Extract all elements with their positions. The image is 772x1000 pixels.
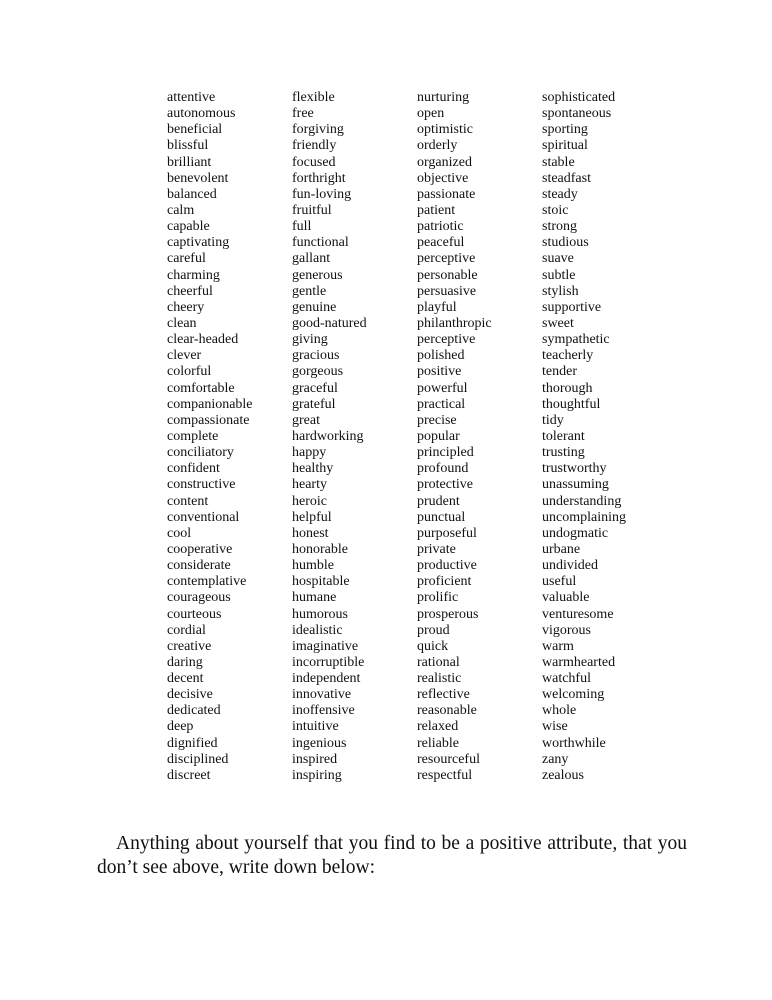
attribute-word: whole	[542, 703, 577, 719]
attribute-word: punctual	[417, 509, 466, 525]
attribute-word: sophisticated	[542, 90, 616, 105]
attribute-word: genuine	[292, 299, 337, 315]
attribute-word: cheery	[167, 299, 205, 315]
attribute-word: heroic	[292, 493, 327, 509]
attribute-word: stoic	[542, 202, 569, 218]
attribute-word: hearty	[292, 477, 327, 493]
attribute-word: prudent	[417, 493, 460, 509]
attribute-word: imaginative	[292, 638, 359, 654]
attribute-word: realistic	[417, 671, 462, 687]
attribute-word: rational	[417, 654, 460, 670]
attribute-word: sympathetic	[542, 332, 610, 348]
word-column-3	[417, 90, 542, 784]
attribute-word: useful	[542, 574, 577, 590]
attribute-word: focused	[292, 154, 336, 170]
attribute-word: warmhearted	[542, 654, 616, 670]
attribute-word: undogmatic	[542, 525, 609, 541]
attribute-word: quick	[417, 638, 449, 654]
attribute-word: prosperous	[417, 606, 479, 622]
attribute-word: companionable	[167, 396, 253, 412]
attribute-word: idealistic	[292, 622, 343, 638]
attribute-word: playful	[417, 299, 457, 315]
attribute-word: polished	[417, 348, 465, 364]
attribute-word: courteous	[167, 606, 222, 622]
attribute-word: constructive	[167, 477, 236, 493]
attribute-word: optimistic	[417, 122, 473, 138]
attribute-word: passionate	[417, 186, 476, 202]
attribute-word: comfortable	[167, 380, 235, 396]
attribute-word: perceptive	[417, 332, 476, 348]
attribute-word: nurturing	[417, 90, 470, 105]
instruction-paragraph: Anything about yourself that you find to be a positive attribute, that you don’t see above, write down below:	[97, 833, 687, 878]
attribute-word: subtle	[542, 267, 576, 283]
attribute-word: stable	[542, 154, 575, 170]
attribute-word: trusting	[542, 445, 585, 461]
attribute-word: content	[167, 493, 209, 509]
attribute-word: intuitive	[292, 719, 339, 735]
attribute-word: discreet	[167, 767, 211, 783]
attribute-word: honorable	[292, 541, 348, 557]
attribute-word: urbane	[542, 541, 581, 557]
attribute-word: forthright	[292, 170, 346, 186]
attribute-word: spiritual	[542, 138, 588, 154]
attribute-word: graceful	[292, 380, 338, 396]
attribute-word: thoughtful	[542, 396, 601, 412]
attribute-word: zany	[542, 751, 569, 767]
word-column-4	[542, 90, 667, 784]
attribute-word: confident	[167, 461, 220, 477]
attribute-word: decent	[167, 671, 204, 687]
attribute-word: attentive	[167, 90, 216, 105]
attribute-word: helpful	[292, 509, 332, 525]
attribute-word: benevolent	[167, 170, 229, 186]
attribute-word: hardworking	[292, 428, 364, 444]
attribute-word: zealous	[542, 767, 584, 783]
attribute-word: cheerful	[167, 283, 213, 299]
attribute-word: tidy	[542, 412, 564, 428]
attribute-word: brilliant	[167, 154, 212, 170]
attribute-word: vigorous	[542, 622, 591, 638]
attribute-word: considerate	[167, 558, 231, 574]
attribute-word: conciliatory	[167, 445, 234, 461]
attribute-word: ingenious	[292, 735, 347, 751]
attribute-word: stylish	[542, 283, 579, 299]
attribute-word: philanthropic	[417, 315, 492, 331]
attribute-word: innovative	[292, 687, 352, 703]
attribute-word: cordial	[167, 622, 206, 638]
attribute-word: suave	[542, 251, 574, 267]
attribute-word: valuable	[542, 590, 590, 606]
attribute-word: inspiring	[292, 767, 342, 783]
attribute-word: venturesome	[542, 606, 614, 622]
attribute-word: private	[417, 541, 456, 557]
attribute-word: orderly	[417, 138, 458, 154]
attribute-word: tolerant	[542, 428, 585, 444]
attribute-word: worthwhile	[542, 735, 606, 751]
attribute-word: understanding	[542, 493, 622, 509]
attribute-word: objective	[417, 170, 469, 186]
attribute-word: gentle	[292, 283, 327, 299]
attribute-word: unassuming	[542, 477, 609, 493]
attribute-word: honest	[292, 525, 329, 541]
attribute-word: clean	[167, 315, 197, 331]
attribute-word: forgiving	[292, 122, 344, 138]
attribute-word: good-natured	[292, 315, 367, 331]
attribute-word: respectful	[417, 767, 473, 783]
attribute-word: cooperative	[167, 541, 233, 557]
attribute-word: gracious	[292, 348, 340, 364]
attribute-word: practical	[417, 396, 466, 412]
attribute-word: disciplined	[167, 751, 229, 767]
attribute-word: wise	[542, 719, 568, 735]
attribute-word: steady	[542, 186, 578, 202]
attribute-word: patriotic	[417, 219, 464, 235]
attribute-word: reflective	[417, 687, 470, 703]
attribute-word: profound	[417, 461, 469, 477]
attribute-word: watchful	[542, 671, 591, 687]
attribute-word: undivided	[542, 558, 598, 574]
attribute-word: uncomplaining	[542, 509, 626, 525]
attribute-word: humane	[292, 590, 337, 606]
attribute-word: open	[417, 106, 445, 122]
attribute-word: dedicated	[167, 703, 221, 719]
attribute-word: reliable	[417, 735, 459, 751]
attribute-word: organized	[417, 154, 472, 170]
attribute-word: free	[292, 106, 314, 122]
attribute-word: courageous	[167, 590, 231, 606]
attribute-word: autonomous	[167, 106, 236, 122]
attribute-word: functional	[292, 235, 349, 251]
attribute-word: teacherly	[542, 348, 594, 364]
attribute-word: independent	[292, 671, 361, 687]
attribute-word: incorruptible	[292, 654, 365, 670]
attribute-word: strong	[542, 219, 577, 235]
attribute-word: flexible	[292, 90, 335, 105]
attribute-word: principled	[417, 445, 474, 461]
attribute-word: relaxed	[417, 719, 459, 735]
attribute-word: spontaneous	[542, 106, 612, 122]
attribute-word: persuasive	[417, 283, 477, 299]
word-column-2	[292, 90, 417, 784]
attribute-word: decisive	[167, 687, 213, 703]
attribute-word: gallant	[292, 251, 331, 267]
attribute-word: healthy	[292, 461, 334, 477]
word-column-1	[167, 90, 292, 784]
attribute-word: generous	[292, 267, 343, 283]
attribute-word: sporting	[542, 122, 588, 138]
attribute-word: steadfast	[542, 170, 591, 186]
attribute-word: tender	[542, 364, 577, 380]
attribute-word: hospitable	[292, 574, 350, 590]
attribute-word: balanced	[167, 186, 217, 202]
attribute-word: powerful	[417, 380, 468, 396]
attribute-word: purposeful	[417, 525, 477, 541]
attribute-word: conventional	[167, 509, 240, 525]
attribute-word: personable	[417, 267, 478, 283]
attribute-word: colorful	[167, 364, 212, 380]
attribute-word: peaceful	[417, 235, 465, 251]
attribute-word: calm	[167, 202, 195, 218]
attribute-word: capable	[167, 219, 210, 235]
attribute-word: fruitful	[292, 202, 332, 218]
attribute-word: welcoming	[542, 687, 605, 703]
attribute-word: charming	[167, 267, 220, 283]
attribute-word: captivating	[167, 235, 230, 251]
attribute-word: full	[292, 219, 312, 235]
attribute-word: warm	[542, 638, 574, 654]
attribute-word: fun-loving	[292, 186, 352, 202]
attribute-word: perceptive	[417, 251, 476, 267]
attribute-word: grateful	[292, 396, 336, 412]
attribute-word: reasonable	[417, 703, 477, 719]
attribute-word: sweet	[542, 315, 574, 331]
attribute-word: gorgeous	[292, 364, 344, 380]
attribute-word: compassionate	[167, 412, 250, 428]
positive-attributes-word-list	[167, 90, 667, 784]
attribute-word: humble	[292, 558, 334, 574]
attribute-word: inspired	[292, 751, 338, 767]
attribute-word: blissful	[167, 138, 209, 154]
attribute-word: thorough	[542, 380, 593, 396]
attribute-word: dignified	[167, 735, 218, 751]
attribute-word: deep	[167, 719, 194, 735]
attribute-word: precise	[417, 412, 457, 428]
attribute-word: complete	[167, 428, 219, 444]
attribute-word: resourceful	[417, 751, 480, 767]
attribute-word: positive	[417, 364, 462, 380]
attribute-word: cool	[167, 525, 192, 541]
attribute-word: proud	[417, 622, 450, 638]
attribute-word: supportive	[542, 299, 602, 315]
attribute-word: friendly	[292, 138, 337, 154]
attribute-word: creative	[167, 638, 212, 654]
attribute-word: prolific	[417, 590, 459, 606]
attribute-word: happy	[292, 445, 327, 461]
attribute-word: studious	[542, 235, 589, 251]
attribute-word: clever	[167, 348, 202, 364]
attribute-word: careful	[167, 251, 206, 267]
attribute-word: proficient	[417, 574, 472, 590]
attribute-word: contemplative	[167, 574, 247, 590]
attribute-word: trustworthy	[542, 461, 607, 477]
attribute-word: popular	[417, 428, 460, 444]
attribute-word: daring	[167, 654, 203, 670]
attribute-word: giving	[292, 332, 328, 348]
attribute-word: great	[292, 412, 320, 428]
attribute-word: humorous	[292, 606, 348, 622]
attribute-word: patient	[417, 202, 456, 218]
attribute-word: protective	[417, 477, 473, 493]
attribute-word: beneficial	[167, 122, 223, 138]
attribute-word: clear-headed	[167, 332, 239, 348]
attribute-word: productive	[417, 558, 477, 574]
attribute-word: inoffensive	[292, 703, 355, 719]
